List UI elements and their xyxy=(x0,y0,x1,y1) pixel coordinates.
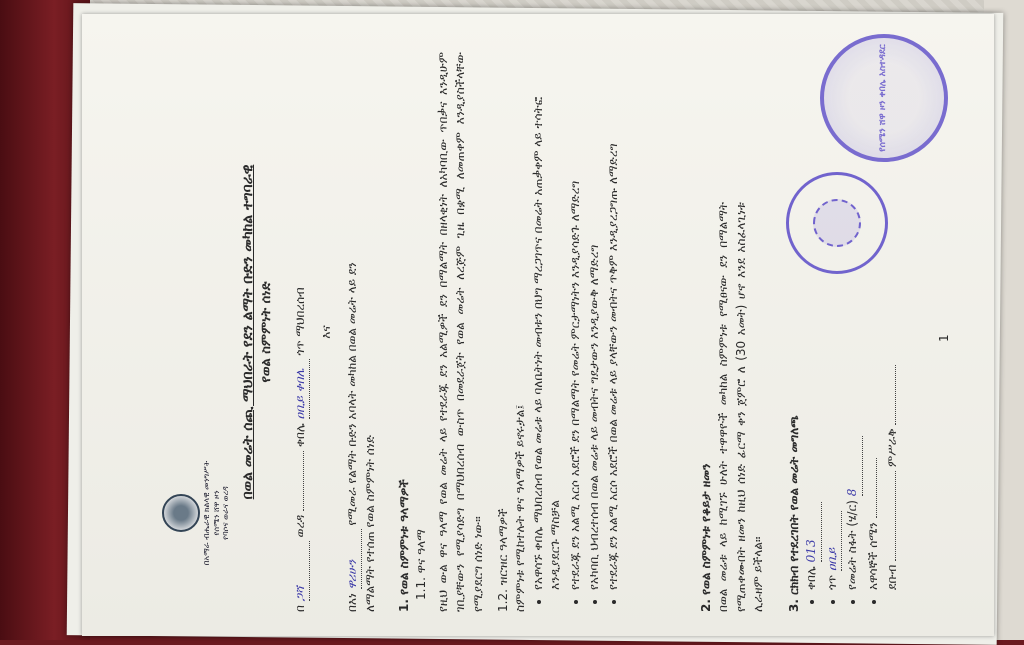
section-3 xyxy=(786,282,901,612)
letterhead-line: በአማራ ብሔራዊ ክልላዊ መንግሥት xyxy=(202,460,211,566)
kebele-number-field: 013 xyxy=(803,502,821,562)
stamp-emblem-icon xyxy=(813,199,861,247)
section-heading: 1. የወል ስምምነቱ ዓላማዎች xyxy=(397,479,411,612)
and-word: እና xyxy=(319,325,334,339)
page-number: 1 xyxy=(937,334,951,342)
blank-field xyxy=(303,451,304,511)
land-description-list xyxy=(803,282,882,612)
title-subline: የወል ስምምነት ሰነድ xyxy=(259,281,275,383)
list-item: • የአዋሳኙ ቀበሌ ማህበረሰብ የወል መሬቱ ላይ ባለቤትነት መብቱን በህግ ማረጋገጥና በመሬት አጠቃቀም ላይ ተሳትፎ እንዲያደርጉ ማስቻል xyxy=(530,52,565,590)
section-paragraph: በወል መሬቱ ላይ ከሚገኙ ሁለት ተዋዋዮች መካከል ስምምነቱ የሚፀናው ደን በማልማት የሚጠቀሙበት ዘመን ከዚህ ሰነድ ፊርማ ቀን ጀምሮ ለ (30 አመት) ሆኖ እንደ አስፈላጊነቱ ሊራዘም ይችላል። xyxy=(716,202,766,612)
north-boundary-field xyxy=(876,458,877,518)
party-line-1: በ ጋሻ ወረዳ ቀበሌ ዐቢይ ቀበሌ ጎጥ ማህበረሰብ xyxy=(292,52,310,612)
section-2 xyxy=(698,52,768,612)
official-stamp-left xyxy=(786,172,888,274)
official-stamp-right xyxy=(820,34,948,162)
list-item: • የተደራጁ ደን አልሚ አርሶ አደሮች በወል መሬቱ ላይ ያላቸውን መብትና ጥቅም እንዲያረጋግጡ ለማድረግ xyxy=(605,52,622,590)
got-field: ዐቢይ xyxy=(824,511,842,571)
subsection-heading: 1.1. ዋና ዓላማ xyxy=(414,529,429,600)
section-heading: 3. ርክክብ የተደረገበት የወል መሬት መግለጫ xyxy=(787,415,801,612)
list-item: • ጎጥ ዐቢይ xyxy=(824,282,842,590)
woreda-field: ጋሻ xyxy=(292,541,310,601)
party-line-3: ለማልማት የተሰጠ የወል ስምምነት ሰነድ xyxy=(363,435,378,612)
list-item: • ቀበሌ 013 xyxy=(803,282,821,590)
document-title xyxy=(238,52,277,612)
letterhead-logo xyxy=(162,418,231,608)
party-line-2: በእነ ዋሪሁን የሚመራ የልማት ቡድን አባላት መካከል በወል መሬት ላይ ደን xyxy=(344,52,362,612)
letterhead-line: የሰሜን ሸዋ ዞን xyxy=(211,490,221,536)
section-1 xyxy=(396,52,625,612)
section-heading: 2. የወል ስምምነቱ የቆይታ ዘመን xyxy=(699,463,713,612)
list-item: • አዋሳኞች ሰሜን xyxy=(865,282,882,590)
area-field: 8 xyxy=(844,436,862,496)
letterhead-line: የባሶና ወራና ወረዳ xyxy=(221,486,231,540)
parties-block xyxy=(292,52,380,612)
subsection-heading: 1.2. ዝርዝር ዓላማዎች xyxy=(495,508,510,612)
objectives-list xyxy=(530,52,623,612)
west-boundary-field xyxy=(895,365,896,425)
kebele-field: ዐቢይ ቀበሌ xyxy=(292,359,310,419)
stamp-text: የሰሜን ሸዋ ዞን ቀበሌ አስተዳደር xyxy=(878,44,889,152)
title-line: በወል መሬት ሰጪ ማህበራት የደን ልማት ቡድን መካከል ተግባራዊ xyxy=(240,164,256,500)
south-boundary-field xyxy=(895,471,896,561)
subsection-intro: ስምምነቱ የሚከተሉት ዋና ዓላማዎች ይኖሩታል፤ xyxy=(513,404,528,612)
document-sheet xyxy=(82,14,994,636)
list-item: • የመሬት ስፋት (ሄ/ር) 8 xyxy=(844,282,862,590)
list-item: • የተደራጁ ደን አልሚ አርሶ አደሮች ደን በማልማት የመሬት ምርታማነትን እንዲያሳድጉ ለማድረግ xyxy=(567,52,584,590)
group-leader-field: ዋሪሁን xyxy=(344,529,362,589)
document-page xyxy=(110,32,970,632)
list-item: • የአካባቢ ህብረተሰብ በወል መሬቱ ላይ መብትና ግዴታውን እንዲያውቅ ለማድረግ xyxy=(586,52,603,590)
boundary-line: ደቡብ ምሥራቅ xyxy=(884,282,901,612)
emblem-icon xyxy=(162,494,200,532)
section-paragraph: የዚህ ውል ዋና ዓላማ የወል መሬት ላይ የተደራጁ ደን አልሚዎች ደን በማልማት በዘላቂነት ለአካባቢው ጥበቃና እንዲሁም ገቢያቸውን የሚያሳድግ በማህበረሰብ ውስጥ በመደራጀት የወል መሬት ለረጅም ጊዜ በቋሚ ለመጠቀም እንዲያስችላቸው የሚያደርግ ሰነድ ነው። xyxy=(435,52,485,612)
